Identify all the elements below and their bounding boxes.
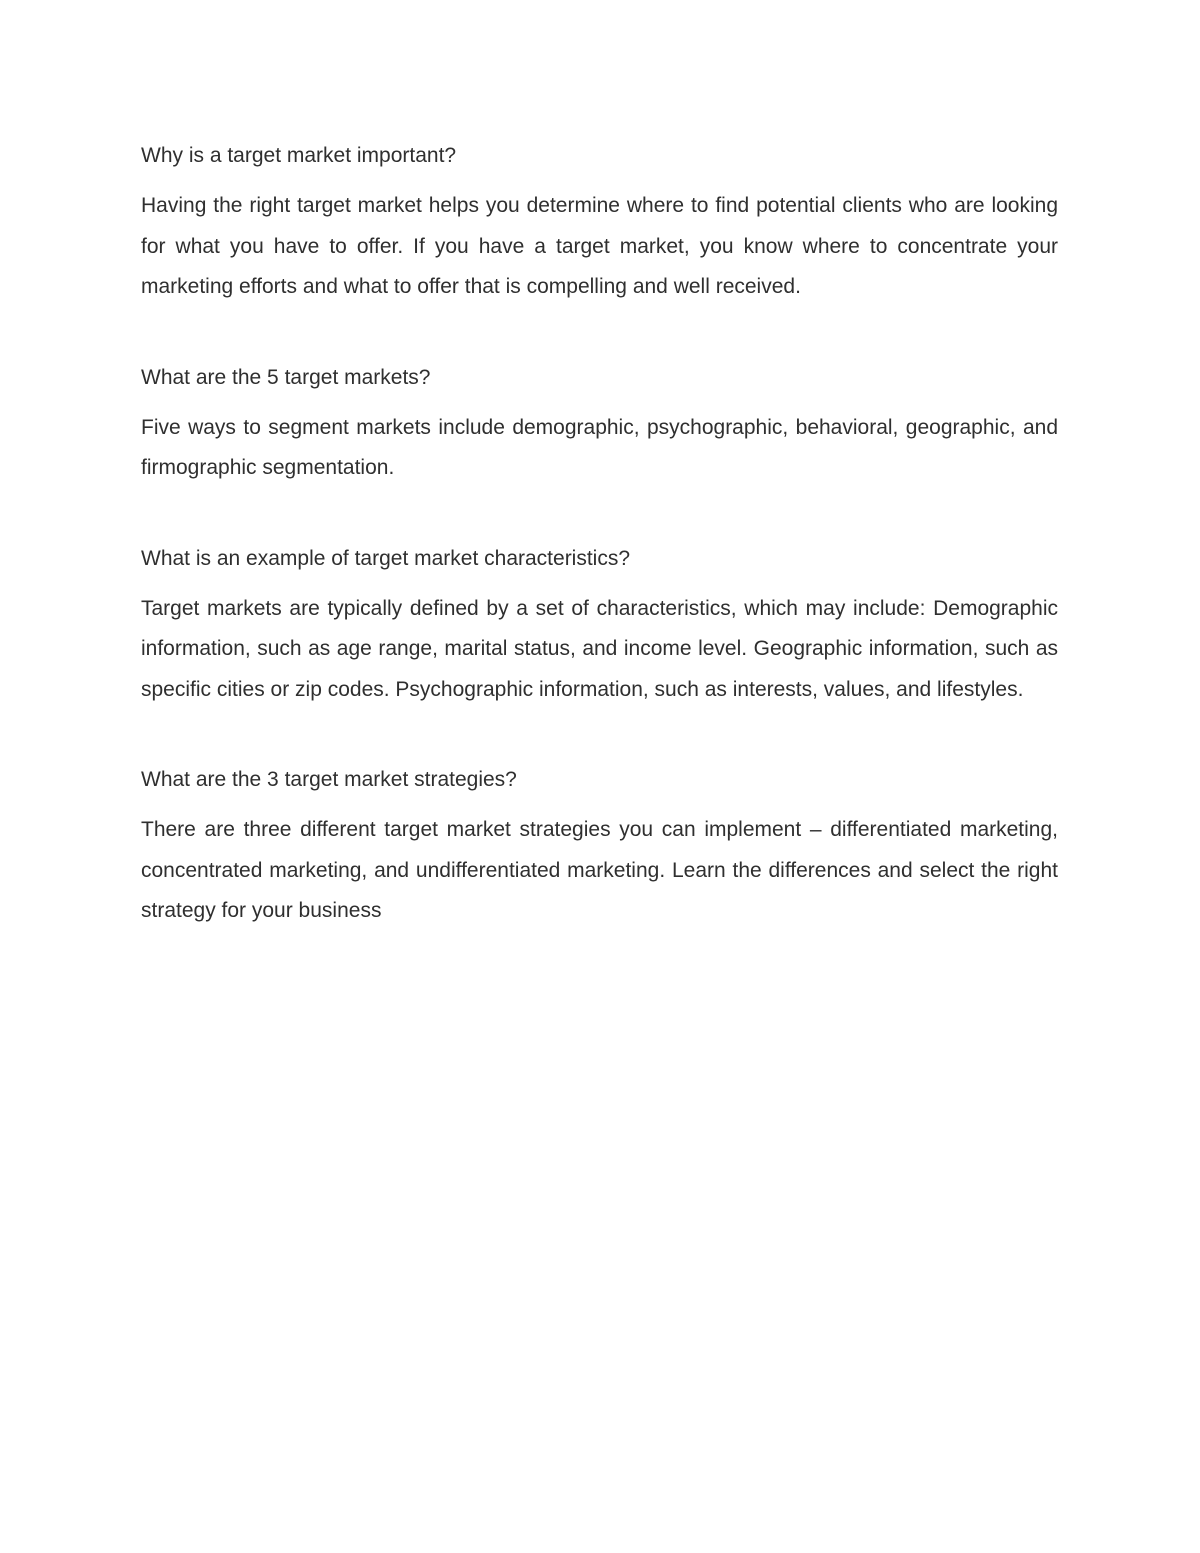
answer-paragraph: Five ways to segment markets include demographic, psychographic, behavioral, geographic, and firmographic segmentation. bbox=[141, 415, 1058, 479]
question-heading: What is an example of target market characteristics? bbox=[141, 546, 631, 570]
question-heading: Why is a target market important? bbox=[141, 144, 457, 167]
qa-section-target-market-importance bbox=[141, 141, 1058, 308]
qa-section-five-target-markets bbox=[141, 363, 1058, 489]
qa-section-market-characteristics bbox=[141, 544, 1058, 711]
answer-paragraph: Target markets are typically defined by a set of characteristics, which may include: Demographic information, such as age range, marital status, and income level. Geographic information, such as specific cities or zip codes. Psychographic information, such as interests, values, and lifestyles. bbox=[141, 596, 1058, 701]
answer-paragraph: There are three different target market strategies you can implement – differentiated marketing, concentrated marketing, and undifferentiated marketing. Learn the differences and select the right strategy for your business bbox=[141, 818, 1058, 922]
question-heading: What are the 3 target market strategies? bbox=[141, 768, 517, 791]
document-body bbox=[141, 141, 1058, 987]
qa-section-market-strategies bbox=[141, 765, 1058, 932]
answer-paragraph: Having the right target market helps you determine where to find potential clients who are looking for what you have to offer. If you have a target market, you know where to concentrate your marketing efforts and what to offer that is compelling and well received. bbox=[141, 194, 1058, 298]
question-heading: What are the 5 target markets? bbox=[141, 365, 431, 389]
